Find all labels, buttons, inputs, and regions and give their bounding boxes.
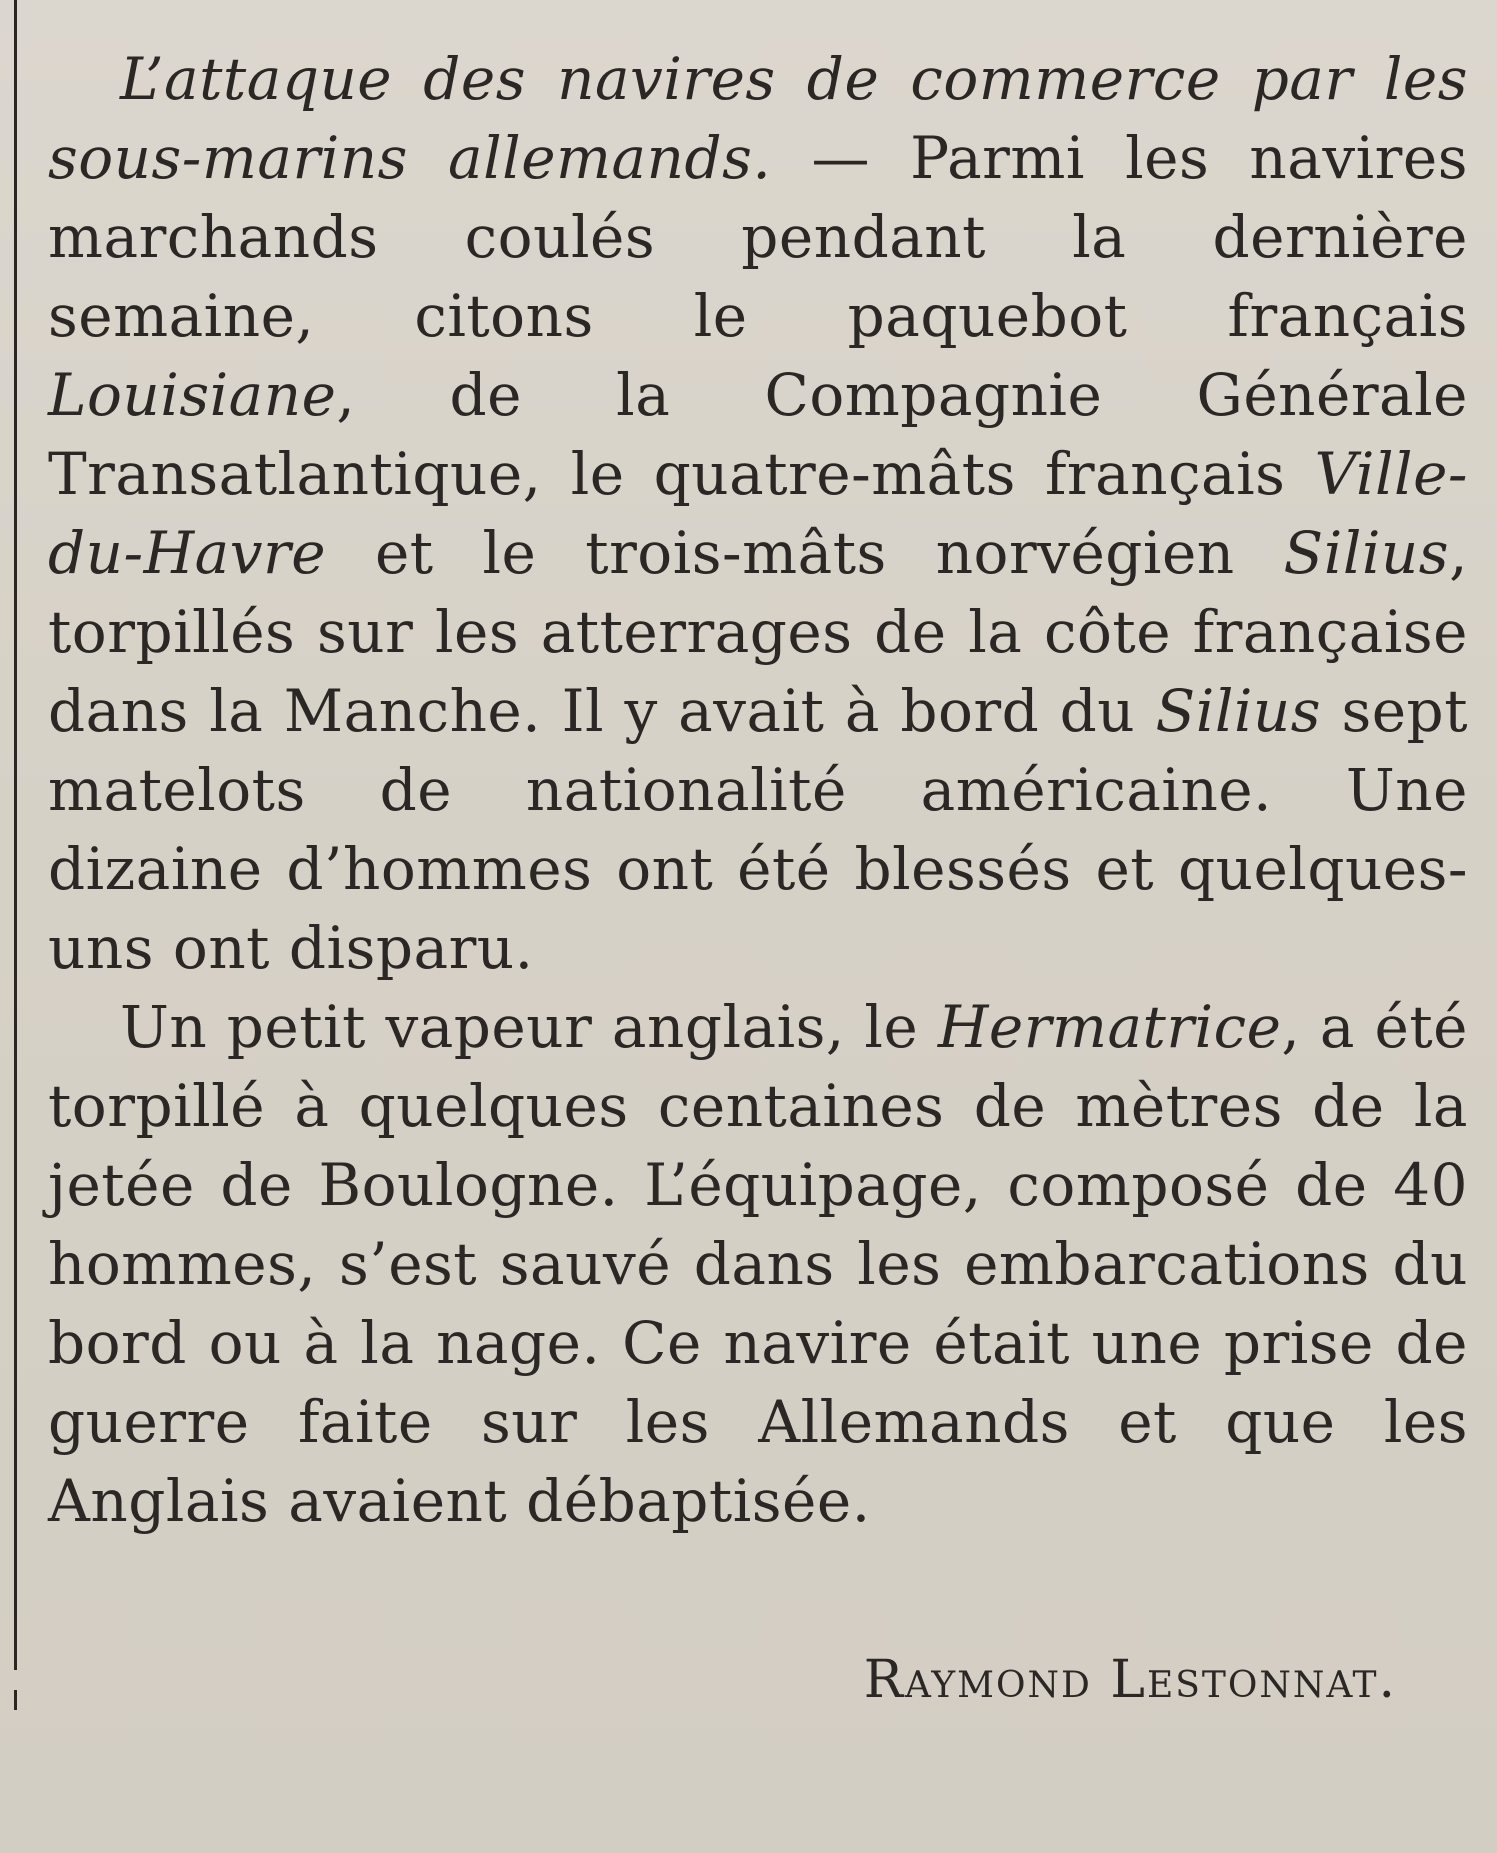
paragraph-1-text-b: et le trois-mâts norvégien [326, 519, 1284, 587]
ship-name-silius-2: Silius [1155, 677, 1322, 745]
article-title: L’attaque des navires de commerce par les sous-marins allemands. [48, 45, 1468, 192]
ship-name-ville-du-havre: Ville-du-Havre [48, 440, 1468, 587]
paragraph-1-text-a: , de la Compagnie Générale Transatlantique, le quatre-mâts français [48, 361, 1468, 508]
paragraph-2 [48, 988, 1468, 1541]
column-rule-tick [14, 1690, 17, 1710]
paragraph-1-text-c: , torpillés sur les atterrages de la côte française dans la Manche. Il y avait à bord du [48, 519, 1468, 745]
column-rule [14, 0, 17, 1670]
paragraph-2-intro: Un petit vapeur anglais, le [120, 993, 938, 1061]
paragraph-1-end: sept matelots de nationalité américaine. Une dizaine d’hommes ont été blessés et quelques-uns ont disparu. [48, 677, 1468, 982]
paragraph-2-end: , a été torpillé à quelques centaines de mètres de la jetée de Boulogne. L’équipage, composé de 40 hommes, s’est sauvé dans les embarcations du bord ou à la nage. Ce navire était une prise de guerre faite sur les Allemands et que les Anglais avaient débaptisée. [48, 993, 1468, 1535]
paragraph-1-intro: — Parmi les navires marchands coulés pendant la dernière semaine, citons le paquebot français [48, 124, 1468, 350]
ship-name-louisiane: Louisiane [48, 361, 337, 429]
ship-name-hermatrice: Hermatrice [937, 993, 1282, 1061]
author-signature: Raymond Lestonnat. [863, 1650, 1397, 1710]
paragraph-1 [48, 40, 1468, 988]
article-body [48, 40, 1468, 1541]
ship-name-silius: Silius [1283, 519, 1450, 587]
